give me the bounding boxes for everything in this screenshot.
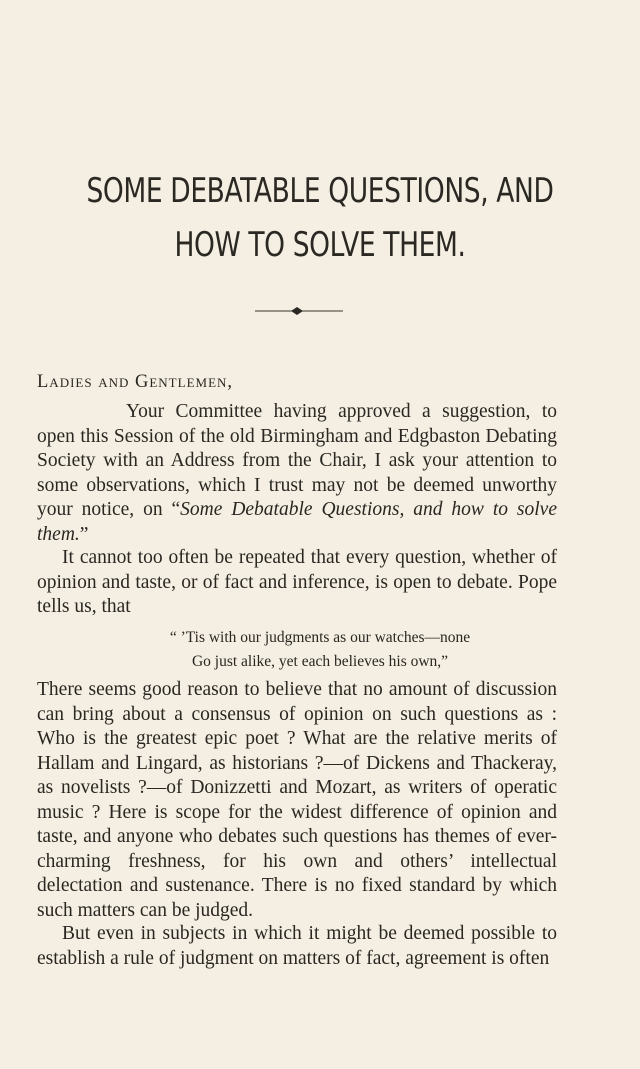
paragraph-3: There seems good reason to believe that no amount of discussion can bring about a consensus of opinion on such questions as : Who is the greatest epic poet ? What are the relative merits of Hallam and Lingard, as historians ?—of Dickens and Thackeray, as novelists ?—of Donizzetti and Mozart, as writers of operatic music ? Here is scope for the widest difference of opinion and taste, and anyone who debates such questions has themes of ever-charming freshness, for his own and others’ intellectual delectation and sustenance. There is no fixed standard by which such matters can be judged. [37, 679, 557, 921]
paragraph-1 [37, 400, 557, 547]
divider-ornament-icon [255, 304, 343, 318]
paragraph-2: It cannot too often be repeated that every question, whether of opinion and taste, or of fact and inference, is open to debate. Pope tells us, that [37, 547, 557, 617]
paragraph-1-italic: Some Debatable Questions, and how to solve them. [37, 499, 557, 545]
quote-line-2: Go just alike, yet each believes his own,” [191, 653, 449, 670]
title-line-2: HOW TO SOLVE THEM. [174, 225, 466, 265]
salutation: Ladies and Gentlemen, [37, 372, 234, 392]
paragraph-1-close: ” [79, 523, 89, 545]
quote-line-1: “ ’Tis with our judgments as our watches—none [169, 629, 471, 646]
title-line-1: SOME DEBATABLE QUESTIONS, AND [86, 171, 554, 211]
paragraph-4: But even in subjects in which it might be deemed possible to establish a rule of judgment on matters of fact, agreement is often [37, 923, 557, 969]
paragraph-1-text: Your Committee having approved a suggestion, to open this Session of the old Birmingham and Edgbaston Debating Society with an Address from the Chair, I ask your attention to some observations, which I trust may not be deemed unworthy your notice, on “ [37, 401, 557, 520]
